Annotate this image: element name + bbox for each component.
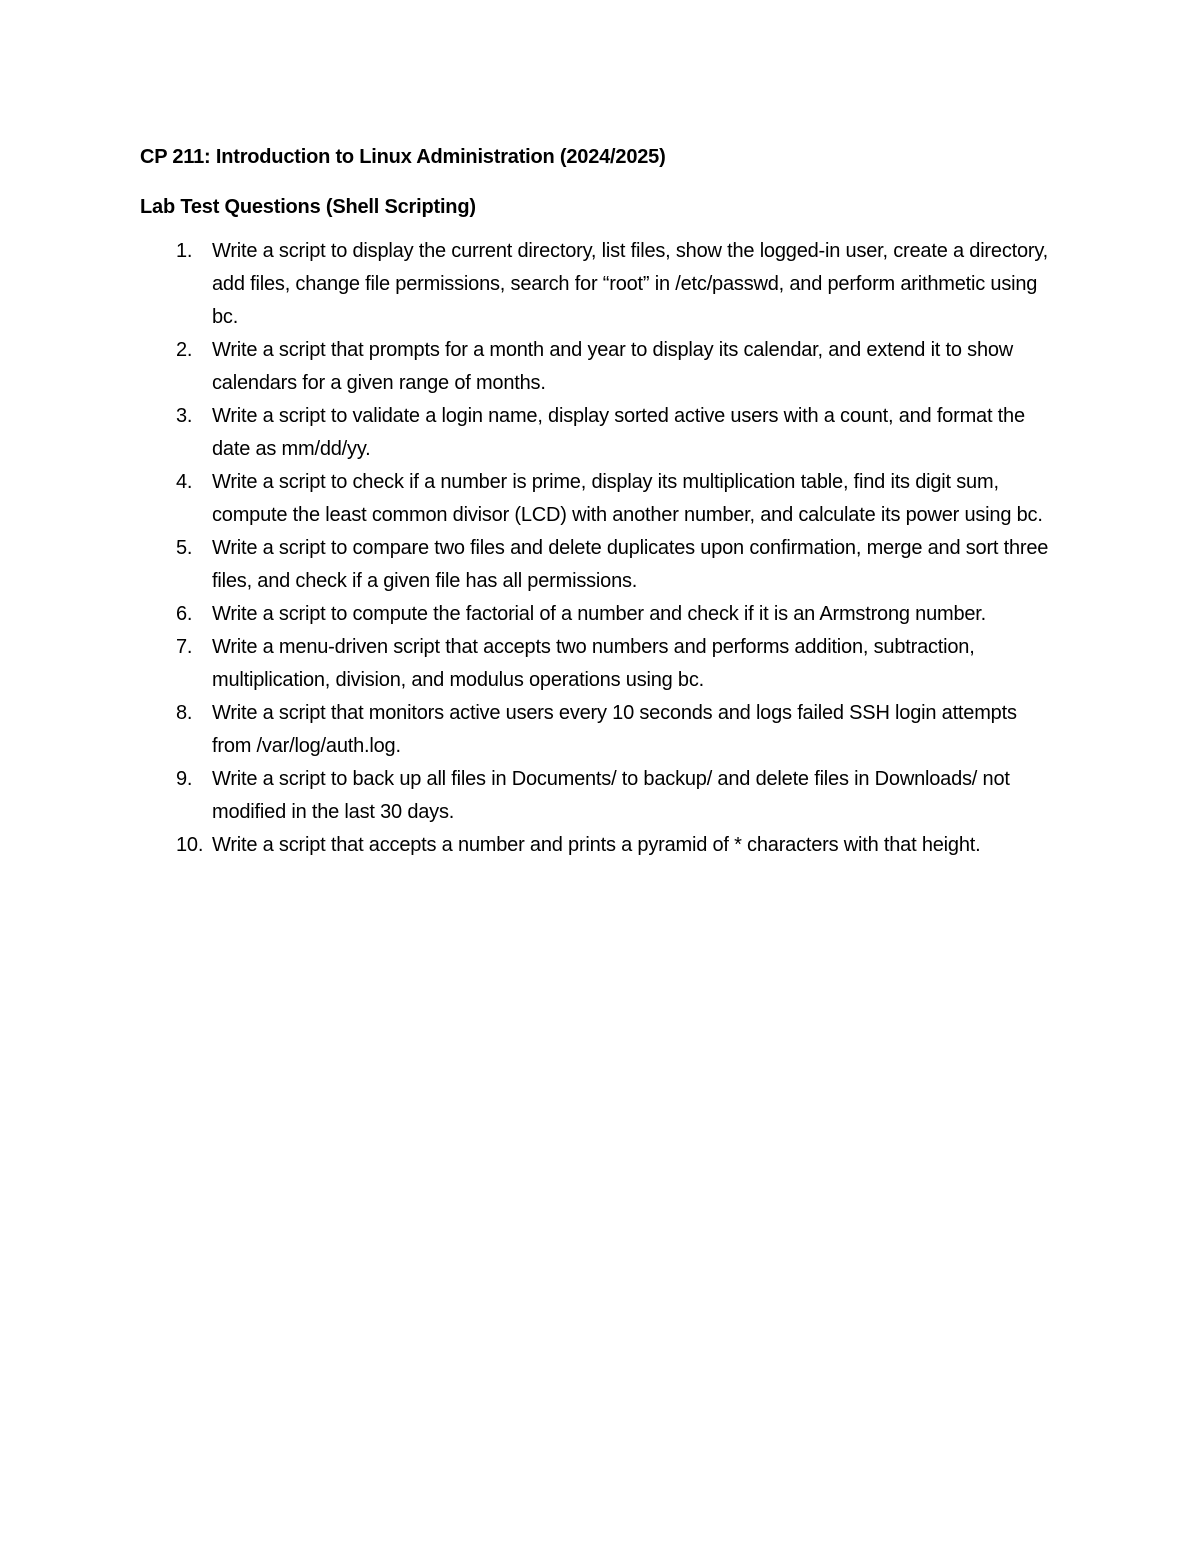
question-text: Write a script that prompts for a month and year to display its calendar, and extend it to show calendars for a given range of months. [212, 339, 1014, 394]
question-text: Write a script to compute the factorial of a number and check if it is an Armstrong number. [212, 603, 987, 625]
question-number: 7. [176, 636, 193, 658]
question-text: Write a script to back up all files in Documents/ to backup/ and delete files in Downloads/ not modified in the last 30 days. [212, 768, 1010, 823]
question-text: Write a script to validate a login name, display sorted active users with a count, and format the date as mm/dd/yy. [212, 405, 1025, 460]
question-number: 4. [176, 471, 193, 493]
question-item-1 [140, 235, 1060, 334]
section-title: Lab Test Questions (Shell Scripting) [140, 196, 476, 218]
question-item-3 [140, 400, 1060, 466]
question-item-10 [140, 829, 1060, 862]
question-item-6 [140, 598, 1060, 631]
course-title: CP 211: Introduction to Linux Administration (2024/2025) [140, 146, 666, 168]
question-item-2 [140, 334, 1060, 400]
question-item-4 [140, 466, 1060, 532]
question-item-7 [140, 631, 1060, 697]
question-text: Write a script that monitors active users every 10 seconds and logs failed SSH login attempts from /var/log/auth.log. [212, 702, 1017, 757]
question-text: Write a script that accepts a number and prints a pyramid of * characters with that height. [212, 834, 981, 856]
question-text: Write a menu-driven script that accepts two numbers and performs addition, subtraction, multiplication, division, and modulus operations using bc. [212, 636, 975, 691]
question-number: 10. [176, 834, 204, 856]
question-item-9 [140, 763, 1060, 829]
question-number: 5. [176, 537, 193, 559]
question-text: Write a script to compare two files and delete duplicates upon confirmation, merge and sort three files, and check if a given file has all permissions. [212, 537, 1049, 592]
question-list [140, 235, 1060, 862]
question-number: 2. [176, 339, 193, 361]
question-item-8 [140, 697, 1060, 763]
question-text: Write a script to display the current directory, list files, show the logged-in user, create a directory, add files, change file permissions, search for “root” in /etc/passwd, and perform arithmetic using bc. [212, 240, 1049, 328]
question-text: Write a script to check if a number is prime, display its multiplication table, find its digit sum, compute the least common divisor (LCD) with another number, and calculate its power using bc. [212, 471, 1043, 526]
question-number: 8. [176, 702, 193, 724]
document-content [140, 143, 1060, 862]
question-number: 9. [176, 768, 193, 790]
question-number: 6. [176, 603, 193, 625]
question-number: 3. [176, 405, 193, 427]
question-item-5 [140, 532, 1060, 598]
question-number: 1. [176, 240, 193, 262]
